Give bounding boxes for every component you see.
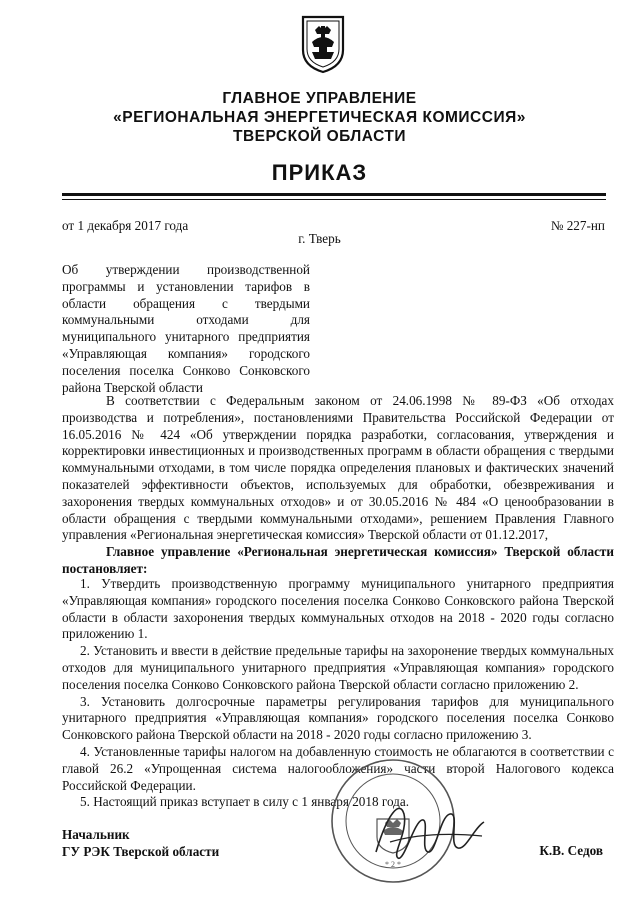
document-number: № 227-нп [550,218,605,233]
preamble-paragraph: В соответствии с Федеральным законом от 24.06.1998 № 89-ФЗ «Об отходах производства и потребления», постановлениями Правительства Российской Федерации от 16.05.2016 № 424 «Об утверждении порядка разработки, согласования, утверждения и корректировки инвестиционных и производственных программ в области обращения с твердыми коммунальными отходами, в том числе порядка определения плановых и фактических значений показателей эффективности объектов, используемых для обработки, обезвреживания и захоронения твердых коммунальных отходов» и от 30.05.2016 № 484 «О ценообразовании в области обращения с твердыми коммунальными отходами», решением Правления Главного управления «Региональная энергетическая комиссия» Тверской области от 01.12.2017, [62,393,614,543]
decree-item: 4. Установленные тарифы налогом на добавленную стоимость не облагаются в соответствии с главой 26.2 «Упрощенная система налогообложения» части второй Налогового кодекса Российской Федерации. [62,743,614,793]
decree-item: 5. Настоящий приказ вступает в силу с 1 января 2018 года. [80,794,410,810]
header-divider-thin [62,199,606,200]
document-subject: Об утверждении производственной программы и установлении тарифов в области обращения с твердыми коммунальными отходами для муниципального унитарного предприятия «Управляющая компания» городского поселения поселка Сонково Сонковского района Тверской области [62,262,310,395]
document-type: ПРИКАЗ [271,160,368,185]
signatory-title-line-1: Начальник [62,827,130,842]
decree-item: 1. Утвердить производственную программу муниципального унитарного предприятия «Управляющая компания» городского поселения поселка Сонково Сонковского района Тверской области в области захоронения твердых коммунальных отходов на 2018 - 2020 годы согласно приложению 1. [62,576,614,642]
signatory-name: К.В. Седов [539,843,603,858]
handwritten-signature [370,792,490,870]
decree-statement: Главное управление «Региональная энергетическая комиссия» Тверской области постановляет: [62,544,614,576]
org-line-3: ТВЕРСКОЙ ОБЛАСТИ [232,128,407,145]
decree-item: 3. Установить долгосрочные параметры регулирования тарифов для муниципального унитарного предприятия «Управляющая компания» городского поселения поселка Сонково Сонковского района Тверской области на 2018 - 2020 годы согласно приложению 3. [62,693,614,743]
coat-of-arms-icon [300,14,346,74]
document-city: г. Тверь [298,231,341,246]
signatory-title [62,827,219,861]
org-line-1: ГЛАВНОЕ УПРАВЛЕНИЕ [222,90,417,107]
org-line-2: «РЕГИОНАЛЬНАЯ ЭНЕРГЕТИЧЕСКАЯ КОМИССИЯ» [113,109,526,126]
document-date: от 1 декабря 2017 года [62,218,189,233]
header-divider-thick [62,193,606,196]
organization-name [0,89,639,146]
signatory-title-line-2: ГУ РЭК Тверской области [62,843,220,859]
decree-item: 2. Установить и ввести в действие предельные тарифы на захоронение твердых коммунальных отходов для муниципального унитарного предприятия «Управляющая компания» городского поселения поселка Сонково Сонковского района Тверской области согласно приложению 2. [62,643,614,692]
svg-text:* 2 *: * 2 * [385,860,401,869]
